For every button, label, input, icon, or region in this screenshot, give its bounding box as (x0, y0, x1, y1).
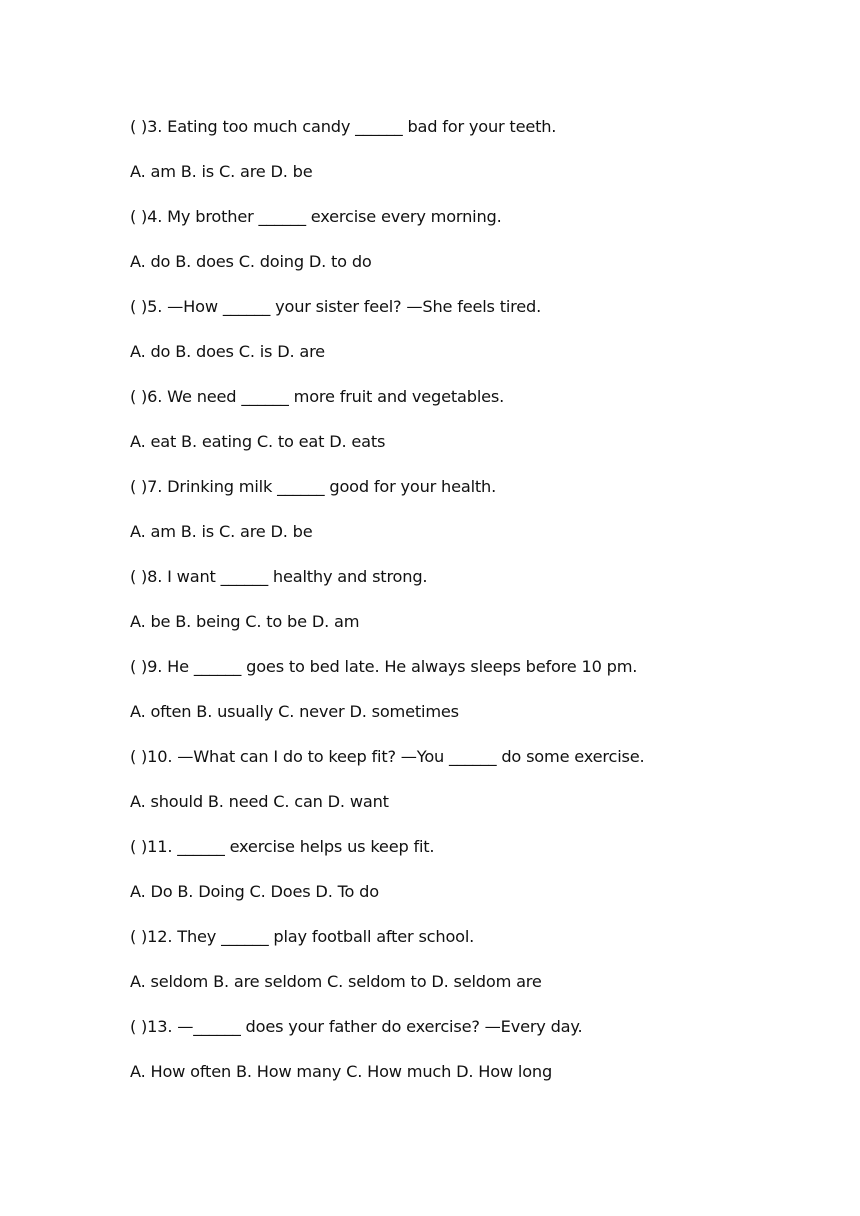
question-12: ( )12. They ______ play football after school. (130, 927, 475, 946)
options-9: A. often B. usually C. never D. sometimes (130, 702, 459, 721)
options-7: A. am B. is C. are D. be (130, 522, 313, 541)
question-4: ( )4. My brother ______ exercise every morning. (130, 207, 502, 226)
options-5: A. do B. does C. is D. are (130, 342, 325, 361)
question-13: ( )13. —______ does your father do exercise? —Every day. (130, 1017, 583, 1036)
question-6: ( )6. We need ______ more fruit and vegetables. (130, 387, 505, 406)
options-12: A. seldom B. are seldom C. seldom to D. seldom are (130, 972, 542, 991)
question-3: ( )3. Eating too much candy ______ bad for your teeth. (130, 117, 557, 136)
question-7: ( )7. Drinking milk ______ good for your health. (130, 477, 497, 496)
question-11: ( )11. ______ exercise helps us keep fit. (130, 837, 435, 856)
options-11: A. Do B. Doing C. Does D. To do (130, 882, 379, 901)
question-5: ( )5. —How ______ your sister feel? —She feels tired. (130, 297, 542, 316)
options-13: A. How often B. How many C. How much D. How long (130, 1062, 553, 1081)
options-3: A. am B. is C. are D. be (130, 162, 313, 181)
options-10: A. should B. need C. can D. want (130, 792, 389, 811)
options-6: A. eat B. eating C. to eat D. eats (130, 432, 386, 451)
options-8: A. be B. being C. to be D. am (130, 612, 360, 631)
options-4: A. do B. does C. doing D. to do (130, 252, 372, 271)
question-list (130, 114, 820, 1104)
question-10: ( )10. —What can I do to keep fit? —You ______ do some exercise. (130, 747, 645, 766)
question-8: ( )8. I want ______ healthy and strong. (130, 567, 428, 586)
question-9: ( )9. He ______ goes to bed late. He always sleeps before 10 pm. (130, 657, 638, 676)
